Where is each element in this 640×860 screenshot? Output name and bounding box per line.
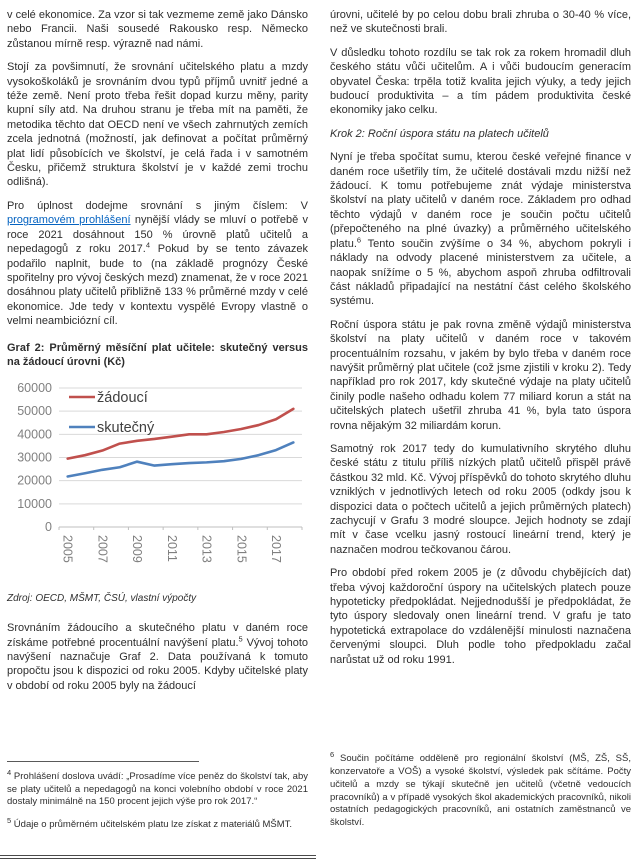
paragraph xyxy=(330,442,631,557)
paragraph xyxy=(7,621,308,693)
paragraph xyxy=(7,60,308,190)
paragraph xyxy=(330,8,631,37)
x-tick-label: 2013 xyxy=(199,535,214,564)
left-footnotes xyxy=(7,761,308,852)
paragraph-text: Pro období před rokem 2005 je (z důvodu chybějících dat) třeba vývoj každoroční úspory na učitelských platech pouze hypoteticky předpokládat. Nejjednodušší je předpokládat, že tyto úspory sledovaly onen lineární trend. V grafu je tato hypotetická extrapolace do vzdálenější minulosti naznačena červenými sloupci. Dluh podle toho předpokladu začal narůstat už od roku 1991. xyxy=(330,567,631,666)
x-tick-label: 2017 xyxy=(268,535,283,564)
paragraph-text: Pro úplnost dodejme srovnání s jiným číslem: V xyxy=(7,199,308,212)
footnote-marker-5: 5 xyxy=(7,816,12,826)
paragraph-text: v celé ekonomice. Za vzor si tak vezmeme země jako Dánsko nebo Francii. Naši sousedé Rakousko resp. Německo zůstanou mírně resp. výrazně nad námi. xyxy=(7,9,308,50)
paragraph xyxy=(330,46,631,118)
section-heading-krok-2: Krok 2: Roční úspora státu na platech učitelů xyxy=(330,127,549,140)
paragraph xyxy=(7,199,308,329)
legend-label: žádoucí xyxy=(97,390,148,407)
footnote-ref-6: 6 xyxy=(356,235,362,245)
y-tick-label: 60000 xyxy=(17,381,52,396)
paragraph-text: Tento součin zvýšíme o 34 %, abychom pokryli i náklady na odvody placené ministerstvem za učitele, a naopak snížíme o 5 %, abychom aspoň zhruba odfiltrovali část nákladů připadající na nestátní část celého školského systému. xyxy=(330,237,631,308)
footnote-5 xyxy=(7,816,308,832)
paragraph xyxy=(7,8,308,51)
paragraph xyxy=(330,150,631,308)
chart-source-note: Zdroj: OECD, MŠMT, ČSÚ, vlastní výpočty xyxy=(7,592,197,604)
y-tick-label: 20000 xyxy=(17,474,52,489)
y-tick-label: 50000 xyxy=(17,404,52,419)
right-column xyxy=(330,8,631,852)
paragraph-text: úrovni, učitelé by po celou dobu brali zhruba o 30-40 % více, než ve skutečnosti brali. xyxy=(330,9,631,36)
paragraph xyxy=(330,318,631,433)
paragraph-text: Srovnáním žádoucího a skutečného platu v daném roce získáme potřebné procentuální navýšení platu. xyxy=(7,622,308,649)
left-column xyxy=(7,8,308,852)
footnote-ref-4: 4 xyxy=(145,240,151,250)
y-tick-label: 30000 xyxy=(17,450,52,465)
footnote-6 xyxy=(330,750,631,830)
paragraph-text: Roční úspora státu je pak rovna změně výdajů ministerstva školství na platy učitelů v daném roce v takovém procentuálním rozsahu, v jakém by bylo třeba v daném roce navýšit průměrný plat učitele (což jsme zjistili v kroku 2). Tedy například pro rok 2017, kdy skutečné výdaje na platy učitelů činily podle našeho odhadu kolem 77 miliard korun a stát na učitelských platech ušetřil zhruba 41 %, byla tato úspora rovna nějakým 32 miliardám korun. xyxy=(330,318,631,432)
salary-chart-svg xyxy=(7,375,308,583)
y-tick-label: 0 xyxy=(45,520,52,535)
x-tick-label: 2007 xyxy=(95,535,110,564)
y-tick-label: 10000 xyxy=(17,497,52,512)
chart-graf-2 xyxy=(7,375,308,587)
paragraph-text: Stojí za povšimnutí, že srovnání učitelského platu a mzdy vysokoškoláků je srovnáním dvou typů příjmů uvnitř jedné a téže země. Není proto třeba řešit dopad kurzu měny, parity kupní síly atd. Na druhou stranu je třeba mít na paměti, že metodika těchto dat OECD není ve všech zahrnutých zemích zcela jednotná (možností, jak definovat a počítat průměrný plat lidí působících ve školství, je celá řada i v samotném Česku, přičemž struktura školství je v každé zemi trochu odlišná). xyxy=(7,61,308,189)
chart-title: Graf 2: Průměrný měsíční plat učitele: skutečný versus na žádoucí úrovni (Kč) xyxy=(7,341,308,368)
x-tick-label: 2009 xyxy=(130,535,145,564)
paragraph-text: Pokud by se tento závazek podařilo naplnit, bude to (na základě prognózy České spořitelny pro vývoj českých mezd) znamenat, že v roce 2021 dosáhnou platy učitelů přibližně 133 % průměrné mzdy v celé ekonomice. Jde tedy v kontextu vyspělé Evropy vlastně o velmi neambiciózní cíl. xyxy=(7,243,308,328)
paragraph-text: V důsledku tohoto rozdílu se tak rok za rokem hromadil dluh českého státu vůči učitelům. A i vůči budoucím generacím obyvatel Česka: trpěla totiž kvalita jejich výuky, a tedy jejich budoucí produktivita – a tím pádem produktivita české ekonomiky jako celku. xyxy=(330,46,631,117)
y-tick-label: 40000 xyxy=(17,427,52,442)
series-line-skutečný xyxy=(68,443,294,477)
footnote-marker-6: 6 xyxy=(330,750,335,760)
footnote-text: Údaje o průměrném učitelském platu lze získat z materiálů MŠMT. xyxy=(11,819,293,831)
footnote-text: Součin počítáme odděleně pro regionální školství (MŠ, ZŠ, SŠ, konzervatoře a VOŠ) a vysoké školství, výsledek pak sčítáme. Počty učitelů a mzdy se týkají skutečně jen učitelů (včetně vedoucích pracovníků) a v případě vysokých škol akademických pracovníků, nikoli ostatních pedagogických pracovníků, ani ostatních zaměstnanců ve školství. xyxy=(330,753,631,829)
paragraph-text: Vývoj tohoto navýšení naznačuje Graf 2. Data používaná k tomuto propočtu jsou k dispozici od roku 2005. Kdyby učitelské platy v období od roku 2005 byly na žádoucí xyxy=(7,636,308,692)
footnote-separator xyxy=(7,761,199,762)
program-statement-link[interactable]: programovém prohlášení xyxy=(7,214,131,227)
paragraph-text: nynější vlády se mluví o potřebě v roce 2021 dosáhnout 150 % úrovně platů učitelů a nepedagogů z roku 2017. xyxy=(7,214,308,256)
right-footnotes xyxy=(330,750,631,852)
footnote-4 xyxy=(7,767,308,809)
x-tick-label: 2015 xyxy=(234,535,249,564)
paragraph xyxy=(330,566,631,667)
footnote-ref-5: 5 xyxy=(238,633,243,643)
footnote-marker-4: 4 xyxy=(7,767,12,777)
paragraph-text: Nyní je třeba spočítat sumu, kterou české veřejné finance v daném roce ušetřily tím, že učitelé dostávali mzdu nižší než žádoucí. K tomu potřebujeme znát výdaje ministerstva školství na platy učitelů v daném roce. Základem pro odhad těchto výdajů v daném roce je součin počtu učitelů (přepočteného na plné úvazky) a průměrného učitelského platu. xyxy=(330,151,631,250)
legend-label: skutečný xyxy=(97,420,155,437)
page-bottom-rule xyxy=(0,855,316,859)
paragraph-text: Samotný rok 2017 tedy do kumulativního skrytého dluhu české státu z titulu příliš nízkých platů učitelů přispěl právě částkou 32 mld. Kč. Vývoj příspěvků do tohoto skrytého dluhu vzniklých v jednotlivých letech od roku 2005 (odkdy jsou k dispozici data o počtech učitelů a jejich průměrných platech) zachycují v Grafu 3 modré sloupce. Jejich hodnoty se zdají mít v čase vcelku jasný rostoucí lineární trend, který je naznačen modrou tečkovanou čárou. xyxy=(330,442,631,556)
footnote-text: Prohlášení doslova uvádí: „Prosadíme více peněz do školství tak, aby se platy učitelů a nepedagogů na konci volebního období v roce 2021 dostaly minimálně na 150 procent jejich výše pro rok 2017.“ xyxy=(7,770,308,808)
x-tick-label: 2005 xyxy=(60,535,75,564)
x-tick-label: 2011 xyxy=(164,535,179,563)
